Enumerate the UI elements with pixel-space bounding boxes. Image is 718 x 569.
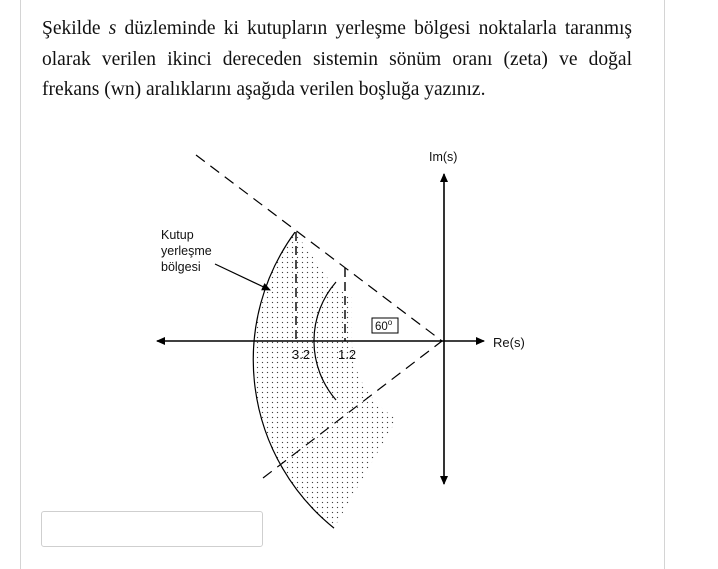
im-axis-label: Im(s) [429, 150, 458, 164]
degree-sign: o [387, 318, 393, 327]
angle-label: 60$^o$ [375, 318, 393, 333]
region-pointer-arrow [215, 264, 270, 290]
region-label-line2: yerleşme [161, 244, 212, 258]
re-axis-label: Re(s) [493, 335, 525, 350]
tick-label-3-2: 3.2 [292, 347, 311, 362]
answer-input[interactable] [41, 511, 263, 547]
pole-region [253, 232, 397, 528]
question-text: Şekilde s düzleminde ki kutupların yerleşme bölgesi noktalarla taranmış olarak verilen ikinci dereceden sistemin sönüm oranı (zeta) ve doğal frekans (wn) aralıklarını aşağıda verilen boşluğa yazınız. [42, 18, 632, 100]
region-label-line1: Kutup [161, 228, 194, 242]
region-label-line3: bölgesi [161, 260, 201, 274]
tick-label-1-2: 1.2 [338, 347, 357, 362]
variable-s: s [108, 18, 117, 39]
